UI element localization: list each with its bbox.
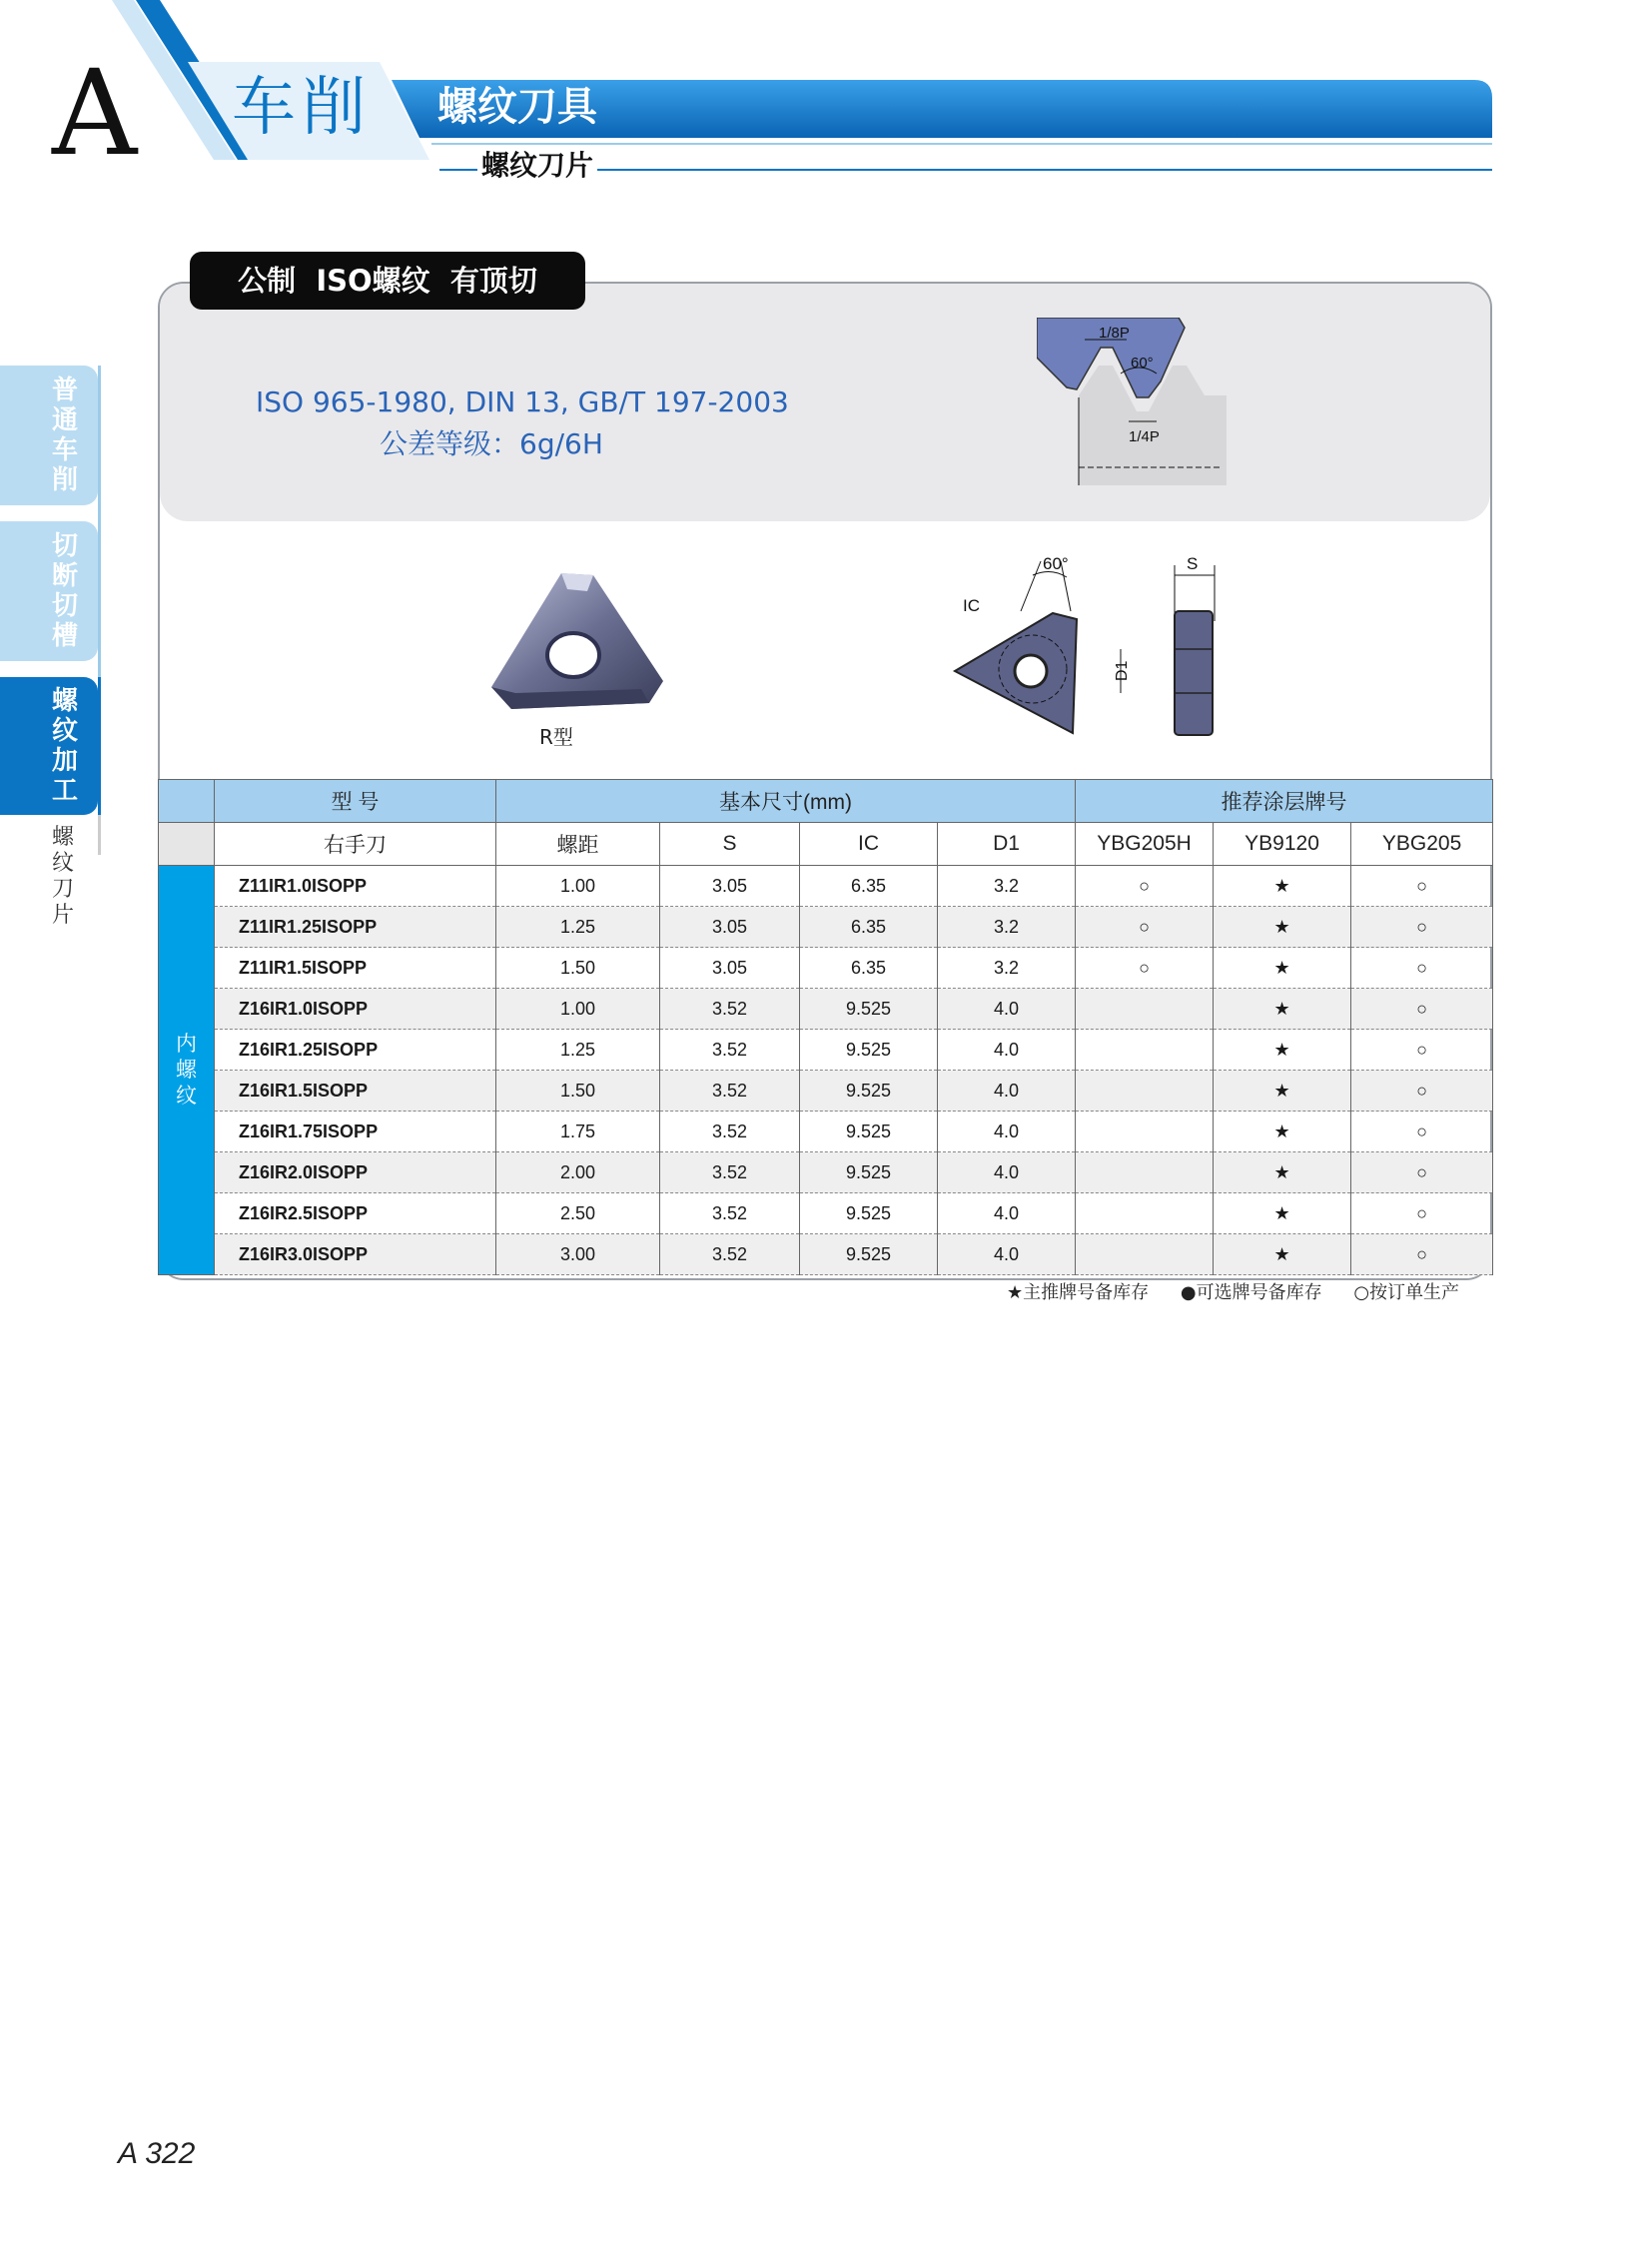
cell-d1: 4.0 bbox=[938, 1071, 1076, 1112]
legend-circle: ○按订单生产 bbox=[1353, 1282, 1460, 1303]
cell-grade-ybg205h: ○ bbox=[1076, 948, 1214, 989]
header-pitch: 螺距 bbox=[496, 823, 660, 866]
cell-ic: 9.525 bbox=[800, 1152, 938, 1193]
cell-grade-yb9120: ★ bbox=[1214, 948, 1351, 989]
cell-d1: 4.0 bbox=[938, 1030, 1076, 1071]
cell-grade-ybg205: ○ bbox=[1351, 1152, 1493, 1193]
cell-ic: 6.35 bbox=[800, 907, 938, 948]
cell-model: Z16IR1.75ISOPP bbox=[215, 1112, 496, 1152]
table-row bbox=[159, 1152, 1493, 1193]
standards-text: ISO 965-1980, DIN 13, GB/T 197-2003 bbox=[256, 385, 789, 418]
insert-type-label: R型 bbox=[539, 725, 573, 749]
profile-label-angle: 60° bbox=[1131, 355, 1154, 372]
cell-pitch: 1.75 bbox=[496, 1112, 660, 1152]
cell-grade-yb9120: ★ bbox=[1214, 866, 1351, 907]
section-title: 螺纹刀具 bbox=[437, 84, 597, 130]
cell-model: Z16IR1.25ISOPP bbox=[215, 1030, 496, 1071]
cell-grade-yb9120: ★ bbox=[1214, 1234, 1351, 1275]
cell-s: 3.52 bbox=[660, 1234, 800, 1275]
cell-pitch: 1.50 bbox=[496, 948, 660, 989]
cell-d1: 4.0 bbox=[938, 989, 1076, 1030]
cell-d1: 3.2 bbox=[938, 866, 1076, 907]
cell-d1: 3.2 bbox=[938, 907, 1076, 948]
subsection-title: 螺纹刀片 bbox=[477, 148, 597, 184]
cell-grade-ybg205: ○ bbox=[1351, 1030, 1493, 1071]
cell-pitch: 1.00 bbox=[496, 866, 660, 907]
table-row bbox=[159, 907, 1493, 948]
table-row bbox=[159, 1030, 1493, 1071]
cell-pitch: 1.50 bbox=[496, 1071, 660, 1112]
header-grade-ybg205h: YBG205H bbox=[1076, 823, 1214, 866]
cell-grade-ybg205: ○ bbox=[1351, 1071, 1493, 1112]
table-header-row-1 bbox=[159, 780, 1493, 823]
cell-model: Z16IR2.0ISOPP bbox=[215, 1152, 496, 1193]
cell-ic: 9.525 bbox=[800, 1030, 938, 1071]
cell-grade-ybg205: ○ bbox=[1351, 866, 1493, 907]
front-label-angle: 60° bbox=[1043, 554, 1069, 573]
cell-grade-ybg205h: ○ bbox=[1076, 866, 1214, 907]
cell-ic: 9.525 bbox=[800, 1071, 938, 1112]
header-grade-ybg205: YBG205 bbox=[1351, 823, 1493, 866]
cell-ic: 6.35 bbox=[800, 866, 938, 907]
cell-model: Z11IR1.5ISOPP bbox=[215, 948, 496, 989]
cell-s: 3.52 bbox=[660, 1112, 800, 1152]
cell-d1: 4.0 bbox=[938, 1234, 1076, 1275]
cell-ic: 9.525 bbox=[800, 1193, 938, 1234]
front-label-ic: IC bbox=[963, 596, 980, 615]
insert-photo bbox=[481, 569, 667, 717]
cell-grade-ybg205h bbox=[1076, 1030, 1214, 1071]
cell-model: Z11IR1.25ISOPP bbox=[215, 907, 496, 948]
cell-s: 3.52 bbox=[660, 1071, 800, 1112]
cell-grade-ybg205: ○ bbox=[1351, 1234, 1493, 1275]
cell-ic: 9.525 bbox=[800, 1112, 938, 1152]
cell-s: 3.05 bbox=[660, 907, 800, 948]
grade-legend bbox=[1007, 1278, 1459, 1304]
cell-ic: 9.525 bbox=[800, 1234, 938, 1275]
sidebar-line-sub bbox=[98, 815, 101, 855]
header-grades: 推荐涂层牌号 bbox=[1076, 780, 1493, 823]
header-hand: 右手刀 bbox=[215, 823, 496, 866]
header-grade-yb9120: YB9120 bbox=[1214, 823, 1351, 866]
cell-s: 3.52 bbox=[660, 1030, 800, 1071]
cell-grade-ybg205h bbox=[1076, 989, 1214, 1030]
cell-grade-ybg205: ○ bbox=[1351, 948, 1493, 989]
group-label-internal-thread bbox=[159, 866, 215, 1275]
table-body bbox=[159, 866, 1493, 1275]
cell-pitch: 2.00 bbox=[496, 1152, 660, 1193]
insert-front-view bbox=[943, 547, 1083, 747]
header-d1: D1 bbox=[938, 823, 1076, 866]
cell-s: 3.52 bbox=[660, 1193, 800, 1234]
profile-label-top: 1/8P bbox=[1099, 325, 1130, 342]
cell-grade-ybg205h bbox=[1076, 1234, 1214, 1275]
header-blank-cell bbox=[159, 823, 215, 866]
table-row bbox=[159, 1234, 1493, 1275]
cell-pitch: 1.25 bbox=[496, 1030, 660, 1071]
cell-grade-ybg205h bbox=[1076, 1152, 1214, 1193]
cell-pitch: 1.25 bbox=[496, 907, 660, 948]
table-row bbox=[159, 1112, 1493, 1152]
sidebar-tab-threading[interactable] bbox=[0, 677, 98, 815]
cell-grade-ybg205h: ○ bbox=[1076, 907, 1214, 948]
cell-d1: 4.0 bbox=[938, 1112, 1076, 1152]
sidebar-tab-label: 螺纹加工 bbox=[51, 686, 78, 806]
product-title: 公制 ISO螺纹 有顶切 bbox=[190, 252, 585, 310]
cell-model: Z16IR1.5ISOPP bbox=[215, 1071, 496, 1112]
cell-model: Z11IR1.0ISOPP bbox=[215, 866, 496, 907]
table-row bbox=[159, 1071, 1493, 1112]
chapter-letter: A bbox=[52, 44, 138, 182]
cell-pitch: 2.50 bbox=[496, 1193, 660, 1234]
sidebar-tab-label: 普通车削 bbox=[51, 375, 78, 495]
header-model: 型 号 bbox=[215, 780, 496, 823]
sidebar-tab-general-turning[interactable] bbox=[0, 366, 98, 505]
cell-grade-ybg205h bbox=[1076, 1193, 1214, 1234]
page-number: A 322 bbox=[118, 2137, 196, 2170]
cell-d1: 3.2 bbox=[938, 948, 1076, 989]
cell-grade-yb9120: ★ bbox=[1214, 1152, 1351, 1193]
table-row bbox=[159, 1193, 1493, 1234]
cell-model: Z16IR1.0ISOPP bbox=[215, 989, 496, 1030]
header-ic: IC bbox=[800, 823, 938, 866]
table-row bbox=[159, 989, 1493, 1030]
side-label-d1: D1 bbox=[1114, 660, 1131, 681]
header-blank-cell bbox=[159, 780, 215, 823]
cell-grade-ybg205: ○ bbox=[1351, 989, 1493, 1030]
sidebar-tab-label: 切断切槽 bbox=[51, 531, 78, 651]
cell-pitch: 3.00 bbox=[496, 1234, 660, 1275]
cell-d1: 4.0 bbox=[938, 1152, 1076, 1193]
table-row bbox=[159, 948, 1493, 989]
cell-grade-yb9120: ★ bbox=[1214, 989, 1351, 1030]
cell-grade-yb9120: ★ bbox=[1214, 1030, 1351, 1071]
sidebar-tab-grooving[interactable] bbox=[0, 521, 98, 661]
cell-grade-ybg205: ○ bbox=[1351, 1112, 1493, 1152]
cell-grade-ybg205h bbox=[1076, 1071, 1214, 1112]
legend-star: ★主推牌号备库存 bbox=[1007, 1282, 1150, 1303]
cell-model: Z16IR3.0ISOPP bbox=[215, 1234, 496, 1275]
group-label-text: 内螺纹 bbox=[176, 1032, 197, 1108]
cell-s: 3.52 bbox=[660, 1152, 800, 1193]
cell-grade-ybg205: ○ bbox=[1351, 1193, 1493, 1234]
cell-pitch: 1.00 bbox=[496, 989, 660, 1030]
cell-grade-ybg205: ○ bbox=[1351, 907, 1493, 948]
cell-grade-yb9120: ★ bbox=[1214, 1071, 1351, 1112]
cell-ic: 9.525 bbox=[800, 989, 938, 1030]
cell-s: 3.05 bbox=[660, 948, 800, 989]
cell-grade-yb9120: ★ bbox=[1214, 907, 1351, 948]
insert-side-view bbox=[1107, 547, 1223, 747]
sidebar-line-active bbox=[98, 677, 101, 815]
cell-s: 3.52 bbox=[660, 989, 800, 1030]
sidebar-subtab-thread-inserts[interactable]: 螺纹刀片 bbox=[52, 825, 75, 928]
cell-grade-ybg205h bbox=[1076, 1112, 1214, 1152]
legend-dot: ●可选牌号备库存 bbox=[1180, 1282, 1322, 1303]
tolerance-text: 公差等级：6g/6H bbox=[380, 427, 603, 460]
header-s: S bbox=[660, 823, 800, 866]
cell-grade-yb9120: ★ bbox=[1214, 1112, 1351, 1152]
table-row bbox=[159, 866, 1493, 907]
header-dims: 基本尺寸(mm) bbox=[496, 780, 1076, 823]
cell-grade-yb9120: ★ bbox=[1214, 1193, 1351, 1234]
side-label-s: S bbox=[1187, 554, 1199, 573]
cell-d1: 4.0 bbox=[938, 1193, 1076, 1234]
thread-profile-diagram bbox=[1037, 318, 1227, 485]
chapter-title: 车削 bbox=[232, 71, 372, 145]
cell-model: Z16IR2.5ISOPP bbox=[215, 1193, 496, 1234]
cell-ic: 6.35 bbox=[800, 948, 938, 989]
table-header-row-2 bbox=[159, 823, 1493, 866]
spec-table bbox=[158, 779, 1493, 1275]
cell-s: 3.05 bbox=[660, 866, 800, 907]
profile-label-bottom: 1/4P bbox=[1129, 428, 1160, 445]
